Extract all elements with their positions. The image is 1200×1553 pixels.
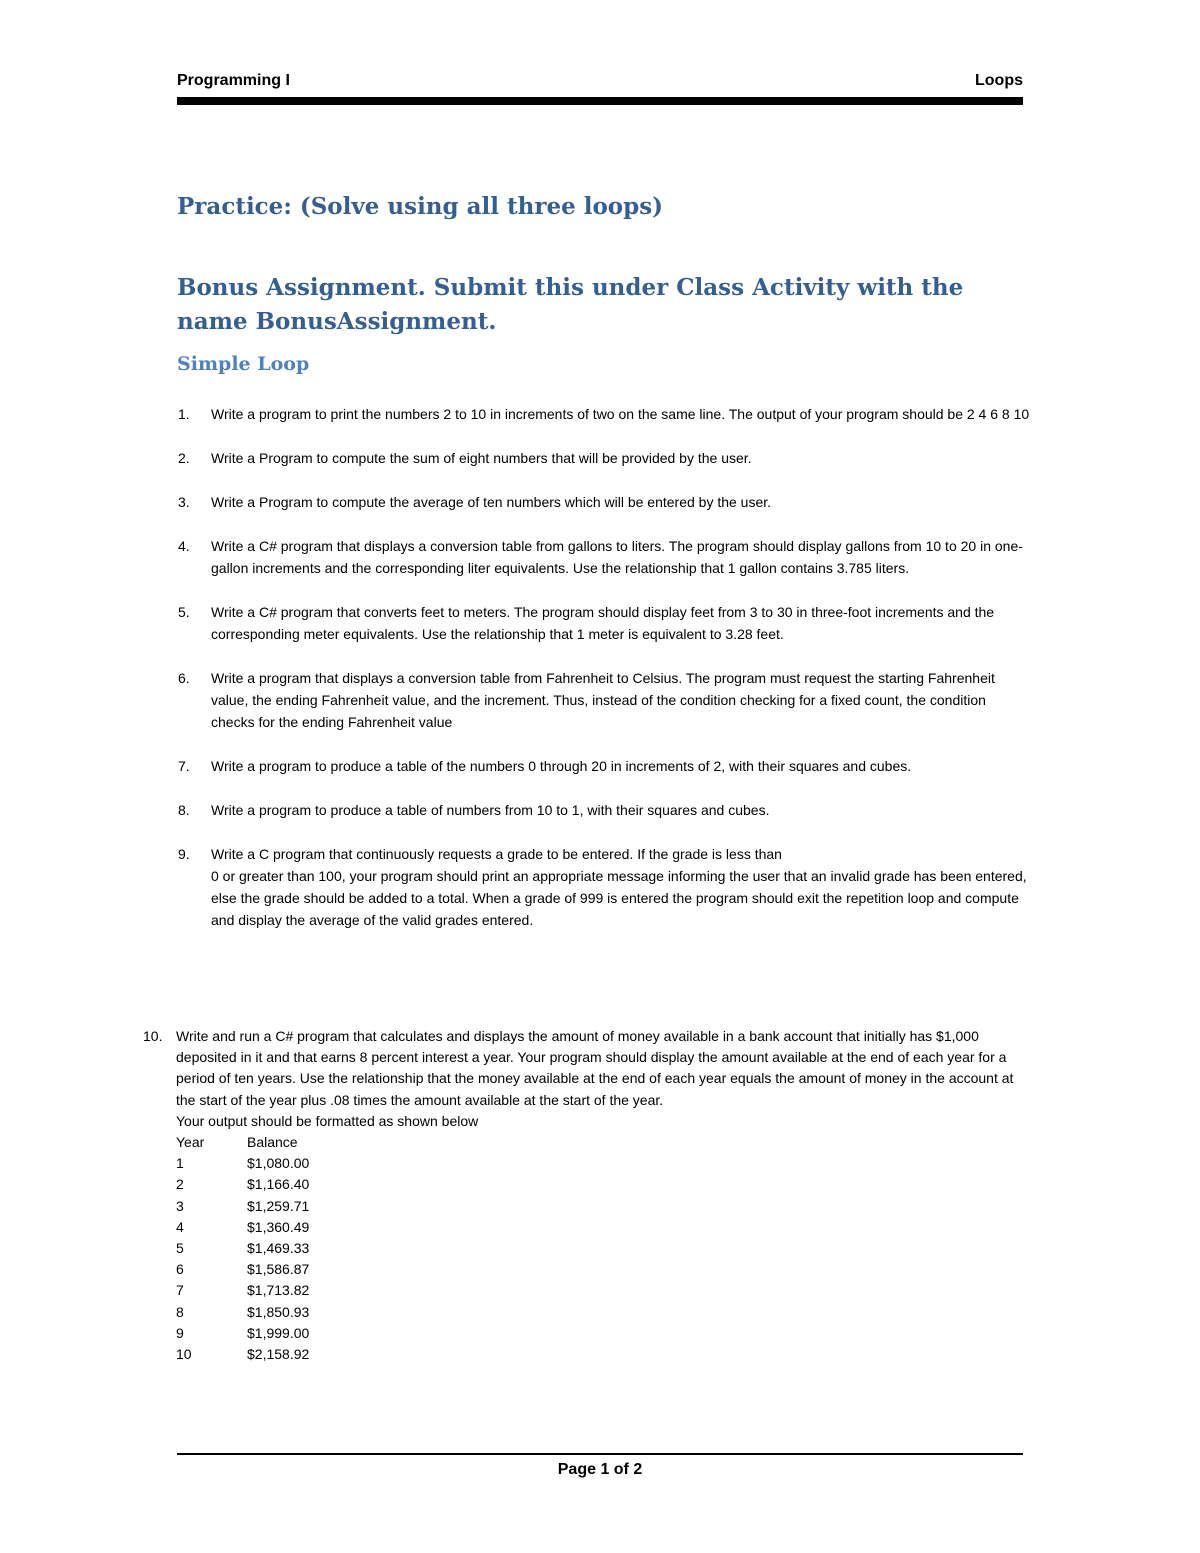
question-item [143, 601, 1033, 645]
question-text: Write a C# program that displays a conversion table from gallons to liters. The program should display gallons from 10 to 20 in one-gallon increments and the corresponding liter equivalents. Use the relationship that 1 gallon contains 3.785 liters. [211, 538, 1023, 576]
question-number: 2. [178, 450, 190, 466]
question-item [143, 667, 1033, 733]
question-text-line: Write a C program that continuously requests a grade to be entered. If the grade is less than [211, 846, 782, 862]
table-row [176, 1323, 309, 1344]
question-text: Write a Program to compute the average of ten numbers which will be entered by the user. [211, 494, 772, 510]
question-text: Write a program that displays a conversion table from Fahrenheit to Celsius. The program must request the starting Fahrenheit value, the ending Fahrenheit value, and the increment. Thus, instead of the condition checking for a fixed count, the condition checks for the ending Fahrenheit value [211, 670, 995, 730]
table-header-row [176, 1132, 309, 1153]
balance-cell: $1,850.93 [247, 1303, 310, 1320]
year-cell: 10 [176, 1346, 192, 1363]
question-item [143, 403, 1033, 425]
header-course-title: Programming I [177, 72, 290, 89]
table-row [176, 1280, 309, 1301]
table-row [176, 1153, 309, 1174]
question-number: 4. [178, 538, 190, 554]
year-cell: 7 [176, 1282, 184, 1299]
balance-cell: $1,713.82 [247, 1282, 310, 1299]
balance-cell: $1,166.40 [247, 1176, 310, 1193]
balance-cell: $1,360.49 [247, 1218, 310, 1235]
question-number: 6. [178, 670, 190, 686]
table-row [176, 1238, 309, 1259]
question-item [143, 843, 1033, 931]
question-text: Write a program to print the numbers 2 to 10 in increments of two on the same line. The output of your program should be 2 4 6 8 10 [211, 406, 1030, 422]
table-row [176, 1196, 309, 1217]
table-row [176, 1174, 309, 1195]
balance-cell: $1,080.00 [247, 1155, 310, 1172]
year-cell: 4 [176, 1218, 184, 1235]
question-item [143, 535, 1033, 579]
table-row [176, 1217, 309, 1238]
question-item-10 [143, 1026, 1033, 1365]
balance-cell: $1,469.33 [247, 1240, 310, 1257]
year-cell: 3 [176, 1197, 184, 1214]
question-number: 9. [178, 846, 190, 862]
question-text: Write a C# program that converts feet to meters. The program should display feet from 3 to 30 in three-foot increments and the corresponding meter equivalents. Use the relationship that 1 meter is equivalent to 3.28 feet. [211, 604, 995, 642]
header-divider [177, 97, 1023, 105]
question-list [143, 403, 1033, 953]
year-cell: 6 [176, 1261, 184, 1278]
question-item [143, 491, 1033, 513]
table-row [176, 1259, 309, 1280]
question-text: Write a program to produce a table of the numbers 0 through 20 in increments of 2, with their squares and cubes. [211, 758, 912, 774]
year-cell: 1 [176, 1155, 184, 1172]
question-item [143, 755, 1033, 777]
question-number: 3. [178, 494, 190, 510]
table-row [176, 1344, 309, 1365]
year-cell: 9 [176, 1324, 184, 1341]
balance-table [176, 1132, 309, 1365]
footer-divider [177, 1453, 1023, 1455]
year-cell: 5 [176, 1240, 184, 1257]
question-text: Write a Program to compute the sum of eight numbers that will be provided by the user. [211, 450, 752, 466]
balance-cell: $1,586.87 [247, 1261, 310, 1278]
question-number: 7. [178, 758, 190, 774]
question-text-continuation: 0 or greater than 100, your program should print an appropriate message informing the user that an invalid grade has been entered, else the grade should be added to a total. When a grade of 999 is entered the program should exit the repetition loop and compute and display the average of the valid grades entered. [211, 868, 1027, 928]
table-row [176, 1302, 309, 1323]
page-number: Page 1 of 2 [557, 1461, 643, 1478]
balance-cell: $2,158.92 [247, 1346, 310, 1363]
question-number: 1. [178, 406, 190, 422]
question-text [211, 843, 1033, 931]
simple-loop-heading: Simple Loop [177, 353, 310, 375]
question-item [143, 799, 1033, 821]
question-number: 8. [178, 802, 190, 818]
question-text: Write a program to produce a table of numbers from 10 to 1, with their squares and cubes. [211, 802, 770, 818]
question-text: Write and run a C# program that calculates and displays the amount of money available in a bank account that initially has $1,000 deposited in it and that earns 8 percent interest a year. Your program should display the amount available at the end of each year for a period of ten years. Use the relationship that the money available at the end of each year equals the amount of money in the account at the start of the year plus .08 times the amount available at the start of the year. [176, 1028, 1014, 1108]
column-header-year: Year [176, 1134, 205, 1151]
question-item [143, 447, 1033, 469]
year-cell: 2 [176, 1176, 184, 1193]
bonus-assignment-heading: Bonus Assignment. Submit this under Class Activity with the name BonusAssignment. [177, 274, 964, 335]
header-topic-title: Loops [975, 72, 1023, 89]
question-number: 5. [178, 604, 190, 620]
output-format-note: Your output should be formatted as shown below [176, 1112, 479, 1129]
year-cell: 8 [176, 1303, 184, 1320]
question-number: 10. [143, 1028, 163, 1044]
balance-cell: $1,999.00 [247, 1324, 310, 1341]
practice-heading: Practice: (Solve using all three loops) [177, 193, 664, 220]
column-header-balance: Balance [247, 1134, 298, 1151]
balance-cell: $1,259.71 [247, 1197, 310, 1214]
